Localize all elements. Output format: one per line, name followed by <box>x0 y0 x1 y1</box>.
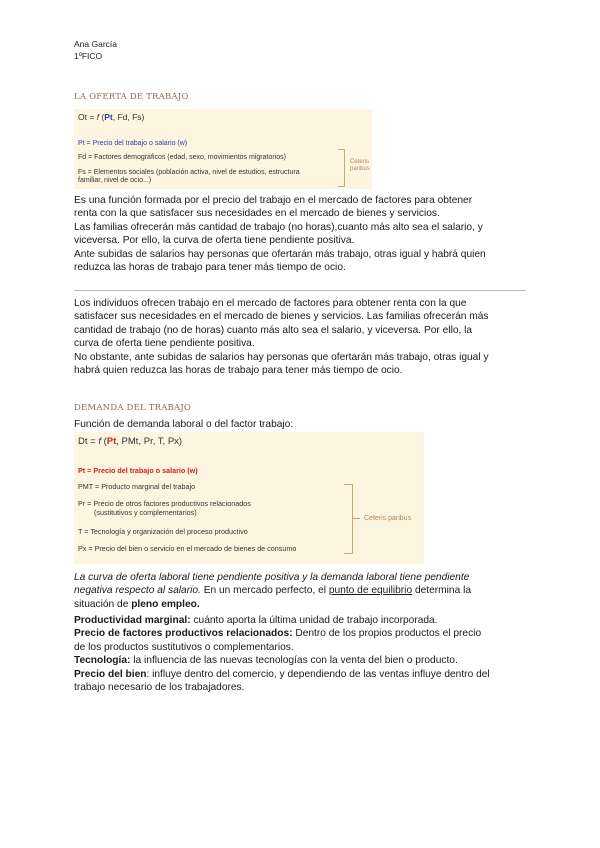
author-name: Ana García <box>74 39 117 49</box>
oferta-brace <box>338 149 345 187</box>
oferta-fd-line: Fd = Factores demográficos (edad, sexo, movimientos migratorios) <box>78 154 286 161</box>
text-line: No obstante, ante subidas de salarios hay personas que ofertarán más trabajo, otras igual y <box>74 351 489 363</box>
oferta-formula <box>78 113 144 122</box>
demanda-pr-line: Pr = Precio de otros factores productivos relacionados <box>78 499 251 508</box>
text-line: Ante subidas de salarios hay personas que ofertarán más trabajo, otras igual y habrá quien <box>74 248 486 260</box>
definition-term: Precio de factores productivos relacionados: <box>74 628 293 640</box>
text-line: La curva de oferta laboral tiene pendiente positiva y la demanda laboral tiene pendiente <box>74 572 470 583</box>
bold-term: pleno empleo. <box>131 598 200 610</box>
demanda-px-line: Px = Precio del bien o servicio en el mercado de bienes de consumo <box>78 544 297 553</box>
demanda-intro: Función de demanda laboral o del factor trabajo: <box>74 419 294 430</box>
course-label: 1ºFICO <box>74 51 103 61</box>
definition-line <box>74 668 526 681</box>
text-line: cantidad de trabajo (no de horas) cuanto más alto sea el salario, y viceversa. Por ello, la <box>74 324 473 336</box>
formula-pt: Pt <box>104 112 113 122</box>
oferta-formula-box <box>74 109 372 189</box>
oferta-pt-line: Pt = Precio del trabajo o salario (w) <box>78 140 188 147</box>
equilibrium-term: punto de equilibrio <box>328 585 413 597</box>
demanda-ceteris-label: Ceteris paribus <box>364 515 412 522</box>
formula-open: ( <box>99 112 105 122</box>
definition-line <box>74 654 526 667</box>
definition-text: Dentro de los propios productos el precio <box>292 628 482 640</box>
oferta-ceteris-label: Ceteris paribus <box>350 159 370 172</box>
demanda-t-line: T = Tecnología y organización del proceso productivo <box>78 527 248 536</box>
section-divider <box>74 290 526 291</box>
demanda-pr-line-cont: (sustitutivos y complementarios) <box>94 508 197 517</box>
text-line: reduzca las horas de trabajo para tener más tiempo de ocio. <box>74 262 346 274</box>
definition-term: Precio del bien <box>74 668 147 680</box>
definition-line <box>74 614 526 627</box>
demanda-conclusion <box>74 571 526 611</box>
formula-f: f <box>98 436 101 447</box>
demanda-formula <box>78 436 182 448</box>
text-line <box>74 584 526 597</box>
demanda-pt-line: Pt = Precio del trabajo o salario (w) <box>78 466 198 475</box>
formula-pt: Pt <box>106 436 117 447</box>
formula-rest: , Fd, Fs) <box>112 112 145 122</box>
definition-line <box>74 641 526 654</box>
italic-text: negativa respecto al salario. <box>74 585 201 597</box>
text-line: Los individuos ofrecen trabajo en el mercado de factores para obtener renta con la que <box>74 298 467 309</box>
definition-text: trabajo necesario de los trabajadores. <box>74 682 245 694</box>
text-line: renta con la que satisfacer sus necesidades en el mercado de bienes y servicios. <box>74 208 440 220</box>
demanda-definitions <box>74 614 526 694</box>
normal-text: determina la <box>412 585 472 597</box>
definition-term: Productividad marginal: <box>74 615 191 626</box>
text-line: habrá quien reduzca las horas de trabajo para tener más tiempo de ocio. <box>74 365 403 377</box>
oferta-paragraph-1 <box>74 194 526 274</box>
formula-prefix: Ot = <box>78 112 97 122</box>
brace-tip <box>352 518 360 519</box>
text-line: curva de oferta tiene pendiente positiva. <box>74 338 255 350</box>
formula-prefix: Dt = <box>78 436 99 447</box>
formula-rest: , PMt, Pr, T, Px) <box>116 436 183 447</box>
definition-text: la influencia de las nuevas tecnologías con la venta del bien o producto. <box>130 655 458 667</box>
formula-f: f <box>96 112 100 122</box>
definition-text: cuánto aporta la última unidad de trabajo incorporada. <box>190 615 438 626</box>
oferta-fs-line: Fs = Elementos sociales (población activa, nivel de estudios, estructura <box>78 169 300 176</box>
definition-line <box>74 627 526 640</box>
demanda-pmt-line: PMT = Producto marginal del trabajo <box>78 482 196 491</box>
definition-text: : influye dentro del comercio, y dependiendo de las ventas influye dentro del <box>146 668 490 680</box>
text-line: viceversa. Por ello, la curva de oferta tiene pendiente positiva. <box>74 235 355 247</box>
definition-text: de los productos sustitutivos o complementarios. <box>74 641 294 653</box>
definition-term: Tecnología: <box>74 655 131 667</box>
oferta-paragraph-2 <box>74 297 526 377</box>
definition-line <box>74 681 526 694</box>
text-line <box>74 598 526 611</box>
normal-text: situación de <box>74 598 132 610</box>
text-line: Las familias ofrecerán más cantidad de trabajo (no horas),cuanto más alto sea el salario, y <box>74 221 483 233</box>
oferta-section-title: LA OFERTA DE TRABAJO <box>74 92 189 102</box>
demanda-formula-box <box>74 432 424 564</box>
demanda-brace <box>344 484 353 554</box>
formula-open: ( <box>100 436 107 447</box>
oferta-fs-line-cont: familiar, nivel de ocio...) <box>78 177 152 184</box>
text-line: satisfacer sus necesidades en el mercado de bienes y servicios. Las familias ofrecerán más <box>74 311 489 323</box>
demanda-section-title: DEMANDA DEL TRABAJO <box>74 403 192 413</box>
normal-text: En un mercado perfecto, el <box>200 585 329 597</box>
text-line: Es una función formada por el precio del trabajo en el mercado de factores para obtener <box>74 195 473 206</box>
